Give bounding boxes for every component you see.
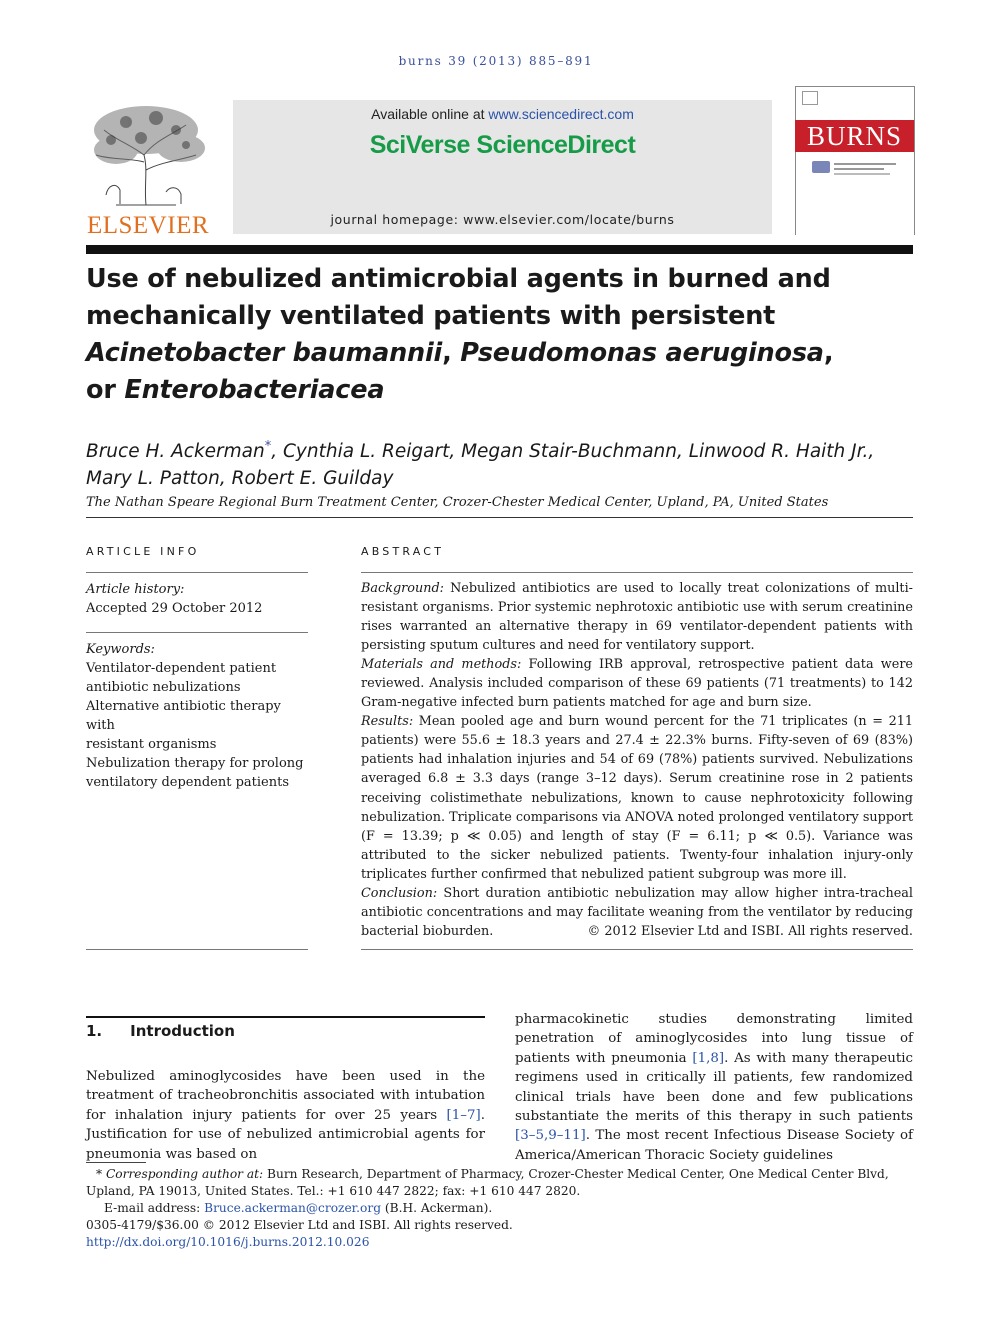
abstract-label: Results:: [361, 714, 414, 730]
abstract-text: Following IRB approval, retrospective patient data were reviewed. Analysis included comparison of these 69 patients (71 treatments) to 142 Gram-negative infected burn patients matched for age and burn size.: [361, 657, 914, 711]
body-column-left: [86, 1067, 485, 1164]
footnote-label: Corresponding author at:: [105, 1167, 264, 1181]
journal-homepage: [233, 212, 772, 227]
available-online: [233, 106, 772, 122]
email-footnote: [86, 1200, 913, 1217]
keywords-label: Keywords:: [86, 642, 155, 657]
footnote-text: Burn Research, Department of Pharmacy, Crozer-Chester Medical Center, One Medical Center Blvd, Upland, PA 19013, United States. Tel.: +1 610 447 2822; fax: +1 610 447 2820.: [86, 1167, 889, 1198]
keyword: Alternative antibiotic therapy with: [86, 699, 281, 733]
title-organism: Acinetobacter baumannii: [86, 338, 443, 368]
citation-link[interactable]: [3–5,9–11]: [515, 1128, 586, 1144]
cover-text-line: [834, 163, 896, 165]
title-line: [86, 372, 913, 409]
affiliation-rule: [86, 517, 913, 518]
email-suffix: (B.H. Ackerman).: [381, 1201, 493, 1215]
title-line: Use of nebulized antimicrobial agents in burned and: [86, 264, 831, 294]
footnote-mark: *: [96, 1167, 103, 1181]
abstract-label: Background:: [361, 581, 444, 596]
title-line: mechanically ventilated patients with persistent: [86, 301, 776, 331]
author-names: , Cynthia L. Reigart, Megan Stair-Buchmann, Linwood R. Haith Jr.,: [271, 441, 875, 463]
title-line: [86, 335, 913, 372]
homepage-link[interactable]: www.elsevier.com/locate/burns: [463, 212, 675, 227]
abstract-label: Conclusion:: [361, 885, 438, 901]
keyword: antibiotic nebulizations: [86, 680, 241, 695]
body-text: Nebulized aminoglycosides have been used in the treatment of tracheobronchitis associated with intubation for inhalation injury patients for over 25 years: [86, 1069, 485, 1123]
publisher-name: ELSEVIER: [86, 212, 210, 239]
abstract-text: Nebulized antibiotics are used to locally treat colonizations of multi-resistant organisms. Prior systemic nephrotoxic antibiotic use with serum creatinine rises warranted an alternative therapy in 69 ventilator-dependent patients with persisting sputum cultures and need for ventilatory support.: [361, 581, 913, 654]
keywords-rule: [86, 632, 308, 633]
keyword: ventilatory dependent patients: [86, 775, 290, 790]
article-info-bottom-rule: [86, 949, 308, 950]
abstract-label: Materials and methods:: [361, 657, 522, 673]
keyword: Nebulization therapy for prolong: [86, 756, 304, 771]
article-history: [86, 580, 308, 618]
citation-link[interactable]: [1–7]: [446, 1107, 481, 1123]
abstract-text: Short duration antibiotic nebulization may allow higher intra-tracheal antibiotic concentrations and may facilitate weaning from the ventilator by reducing bacterial bioburden.: [361, 885, 913, 939]
available-prefix: Available online at: [371, 106, 489, 122]
body-text: . The most recent Infectious Disease Society of America/American Thoracic Society guidelines: [515, 1128, 913, 1163]
author-line: Mary L. Patton, Robert E. Guilday: [86, 468, 394, 490]
cover-society-icon: [812, 161, 830, 173]
email-link[interactable]: Bruce.ackerman@crozer.org: [204, 1201, 382, 1215]
title-separator: ,: [823, 338, 834, 368]
issn-line: 0305-4179/$36.00 © 2012 Elsevier Ltd and ISBI. All rights reserved.: [86, 1218, 513, 1232]
abstract-heading: ABSTRACT: [361, 545, 445, 558]
title-separator: ,: [442, 338, 461, 368]
author-name: Bruce H. Ackerman: [86, 441, 265, 463]
section-number: 1.: [86, 1022, 103, 1040]
journal-cover: [795, 86, 915, 235]
cover-title: BURNS: [806, 121, 903, 151]
author-list: [86, 433, 913, 492]
journal-reference: burns 39 (2013) 885–891: [398, 54, 594, 68]
abstract-background: [361, 579, 913, 655]
section-rule: [86, 1016, 485, 1018]
section-title: Introduction: [130, 1022, 235, 1040]
body-column-right: [515, 1010, 913, 1165]
title-or: or: [86, 375, 125, 405]
doi-line: [86, 1234, 913, 1251]
corresponding-author-mark[interactable]: *: [264, 439, 272, 454]
title-organism: Enterobacteriacea: [124, 375, 385, 405]
abstract-results: [361, 712, 913, 883]
article-info-rule: [86, 572, 308, 573]
citation-link[interactable]: [1,8]: [692, 1050, 725, 1066]
article-info-heading: ARTICLE INFO: [86, 545, 200, 558]
abstract-bottom-rule: [361, 949, 913, 950]
abstract-text: Mean pooled age and burn wound percent for the 71 triplicates (n = 211 patients) were 55.6 ± 18.3 years and 27.4 ± 22.3% burns. Fifty-seven of 69 (83%) patients had inhalation injuries and 54 of 69 (78%) patients survived. Nebulizations averaged 6.8 ± 3.3 days (range 3–12 days). Serum creatinine rose in 2 patients receiving colistimethate nebulizations, known to cause nephrotoxicity following nebulization. Triplicate comparisons via ANOVA noted prolonged ventilatory support (F = 13.39; p ≪ 0.05) and length of stay (F = 6.11; p ≪ 0.5). Variance was attributed to the sicker nebulized patients. Twenty-four inhalation injury-only triplicates further confirmed that nebulized patient subgroup was more ill.: [361, 714, 913, 882]
footnote-rule: [86, 1162, 146, 1163]
cover-emblem-icon: [802, 91, 818, 105]
body-text: . Justification for use of nebulized antimicrobial agents for pneumonia was based on: [86, 1107, 485, 1162]
sciencedirect-link[interactable]: www.sciencedirect.com: [488, 106, 634, 122]
article-title: [86, 261, 913, 409]
abstract-rule: [361, 572, 913, 573]
body-text: pharmacokinetic studies demonstrating limited penetration of aminoglycosides into lung tissue of patients with pneumonia: [515, 1012, 913, 1066]
homepage-prefix: journal homepage:: [330, 212, 464, 227]
author-line: [86, 433, 913, 465]
history-label: Article history:: [86, 582, 185, 597]
abstract-methods: [361, 655, 913, 712]
abstract-body: [361, 579, 913, 941]
email-label: E-mail address:: [104, 1201, 205, 1215]
abstract-copyright: © 2012 Elsevier Ltd and ISBI. All rights reserved.: [587, 924, 913, 939]
body-text: . As with many therapeutic regimens used in critically ill patients, few randomized clinical trials have been done and few publications substantiate the merits of this therapy in such patients: [515, 1050, 914, 1125]
affiliation: The Nathan Speare Regional Burn Treatment Center, Crozer-Chester Medical Center, Upland, PA, United States: [86, 495, 829, 510]
header-rule: [86, 245, 913, 254]
platform-name: SciVerse ScienceDirect: [369, 131, 636, 159]
cover-text-line: [834, 173, 890, 175]
title-organism: Pseudomonas aeruginosa: [460, 338, 824, 368]
keywords: [86, 640, 308, 792]
keyword: resistant organisms: [86, 737, 217, 752]
corresponding-footnote: [86, 1166, 913, 1200]
section-heading: [86, 1022, 485, 1040]
cover-text-line: [834, 168, 884, 170]
keyword: Ventilator-dependent patient: [86, 661, 277, 676]
accepted-date: Accepted 29 October 2012: [86, 601, 263, 616]
doi-link[interactable]: http://dx.doi.org/10.1016/j.burns.2012.10.026: [86, 1235, 370, 1249]
